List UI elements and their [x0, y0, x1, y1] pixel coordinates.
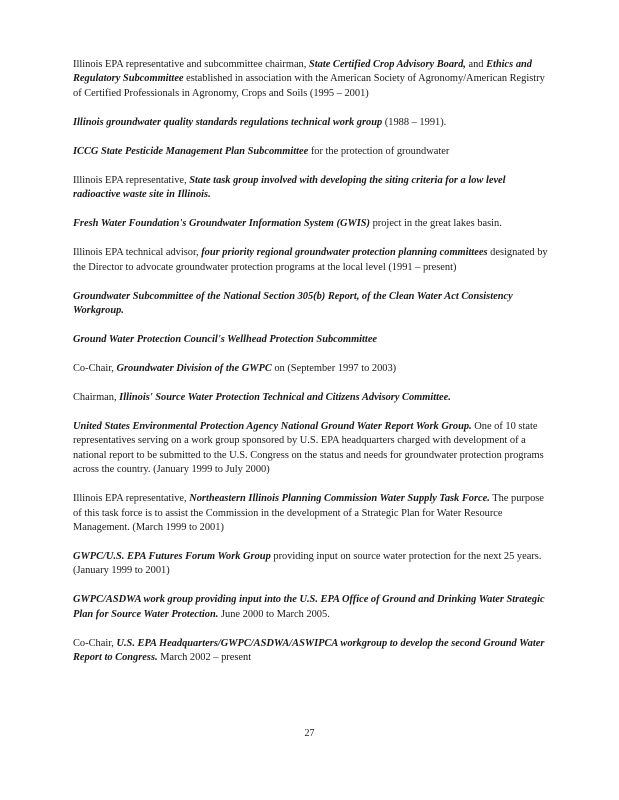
entry-title: four priority regional groundwater protection planning committees: [201, 247, 488, 259]
entry-text: One of 10 state representatives serving on a work group sponsored by U.S. EPA headquarters charged with development of a national report to be submitted to the U.S. Congress on the status and needs for groundwater protection programs across the country. (January 1999 to July 2000): [73, 421, 544, 476]
entry-text: Illinois EPA representative and subcommittee chairman,: [73, 59, 309, 70]
entry-asdwa-work-group: [73, 593, 551, 622]
entry-title: Northeastern Illinois Planning Commission Water Supply Task Force.: [189, 493, 490, 505]
entry-text: June 2000 to March 2005.: [218, 608, 330, 620]
entry-wellhead-protection: [73, 333, 551, 347]
entry-text: project in the great lakes basin.: [369, 218, 502, 230]
entry-title: Groundwater Subcommittee of the National Section 305(b) Report, of the Clean Water Act Consistency Workgroup.: [73, 290, 513, 317]
entry-text: Illinois EPA representative,: [73, 493, 190, 505]
entry-title: State Certified Crop Advisory Board,: [308, 59, 466, 70]
entry-source-water-committee: [73, 391, 551, 405]
entry-futures-forum: [73, 550, 551, 579]
entry-title: Ground Water Protection Council's Wellhead Protection Subcommittee: [73, 334, 378, 346]
document-body: [73, 58, 551, 680]
entry-title: Illinois' Source Water Protection Technical and Citizens Advisory Committee.: [119, 392, 451, 404]
entry-text: March 2002 – present: [157, 652, 252, 664]
entry-text: Illinois EPA technical advisor,: [73, 247, 202, 259]
entry-text: Co-Chair,: [73, 637, 117, 649]
entry-305b-subcommittee: [73, 290, 551, 319]
entry-text: Chairman,: [73, 392, 120, 404]
entry-title: State task group involved with developing the siting criteria for a low level radioactive waste site in Illinois.: [73, 174, 506, 201]
entry-text: (1988 – 1991).: [382, 116, 447, 128]
entry-title: Illinois groundwater quality standards regulations technical work group: [73, 116, 383, 128]
entry-title: Fresh Water Foundation's Groundwater Information System (GWIS): [73, 218, 370, 230]
entry-radioactive-siting: [73, 174, 551, 203]
entry-text: on (September 1997 to 2003): [271, 363, 397, 375]
entry-nipc-task-force: [73, 492, 551, 535]
entry-text: The purpose of this task force is to assist the Commission in the development of a Strategic Plan for Water Resource Management. (March 1999 to 2001): [73, 493, 544, 534]
entry-title: U.S. EPA Headquarters/GWPC/ASDWA/ASWIPCA workgroup to develop the second Ground Water Report to Congress.: [73, 637, 545, 664]
entry-text: Co-Chair,: [73, 363, 117, 375]
entry-iccg-pesticide: [73, 145, 551, 159]
entry-title: Ethics and Regulatory Subcommittee: [73, 59, 532, 85]
entry-text: designated by the Director to advocate groundwater protection programs at the local level (1991 – present): [73, 247, 548, 273]
entry-text: providing input on source water protection for the next 25 years. (January 1999 to 2001): [73, 551, 542, 577]
entry-title: GWPC/U.S. EPA Futures Forum Work Group: [73, 551, 271, 563]
entry-title: United States Environmental Protection Agency National Ground Water Report Work Group.: [73, 421, 472, 433]
entry-crop-advisory-board: [73, 58, 551, 101]
entry-gwis: [73, 217, 551, 231]
page-number: 27: [304, 728, 315, 739]
entry-text: Illinois EPA representative,: [73, 174, 190, 186]
entry-groundwater-standards: [73, 116, 551, 130]
entry-text: for the protection of groundwater: [308, 145, 450, 157]
entry-national-report-work-group: [73, 420, 551, 478]
entry-text: established in association with the American Society of Agronomy/American Registry of Certified Professionals in Agronomy, Crops and Soils (1995 – 2001): [73, 73, 545, 99]
entry-text: and: [465, 59, 487, 70]
entry-regional-committees: [73, 246, 551, 275]
entry-report-to-congress: [73, 637, 551, 666]
entry-gwpc-co-chair: [73, 362, 551, 376]
entry-title: Groundwater Division of the GWPC: [116, 363, 272, 375]
entry-title: GWPC/ASDWA work group providing input into the U.S. EPA Office of Ground and Drinking Water Strategic Plan for Source Water Protection.: [73, 594, 545, 620]
entry-title: ICCG State Pesticide Management Plan Subcommittee: [73, 145, 309, 157]
